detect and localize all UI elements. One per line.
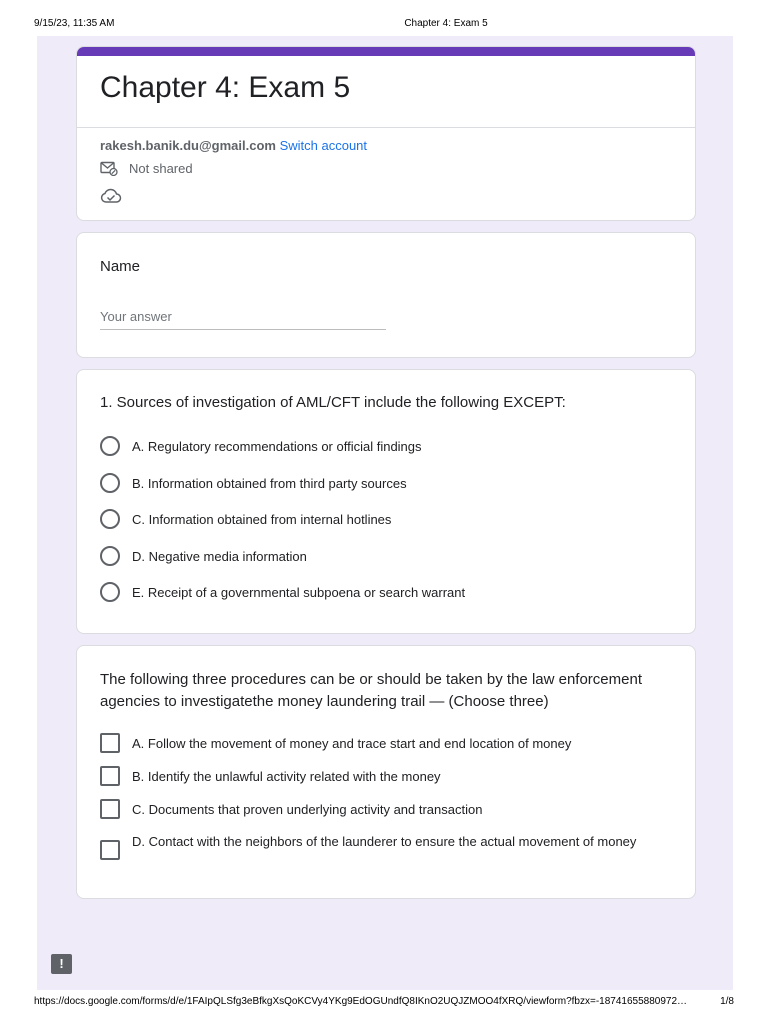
option-label: B. Information obtained from third party sources [132, 475, 407, 491]
checkbox[interactable] [100, 840, 120, 860]
radio-button[interactable] [100, 509, 120, 529]
radio-button[interactable] [100, 582, 120, 602]
question-2-title: The following three procedures can be or should be taken by the law enforcement agencies to investigatethe money laundering trail — (Choose three) [100, 671, 642, 710]
accent-bar [77, 47, 695, 56]
account-line [77, 128, 695, 153]
checkbox[interactable] [100, 733, 120, 753]
option-label: D. Negative media information [132, 548, 307, 564]
question-1-card [76, 369, 696, 634]
report-problem-icon[interactable]: ! [51, 954, 72, 974]
cloud-saved-icon [100, 188, 122, 204]
radio-button[interactable] [100, 546, 120, 566]
checkbox-option-b[interactable] [100, 766, 441, 786]
option-label: B. Identify the unlawful activity related with the money [132, 768, 441, 784]
radio-option-b[interactable] [100, 473, 407, 493]
print-datetime: 9/15/23, 11:35 AM [34, 18, 115, 29]
switch-account-link[interactable]: Switch account [279, 138, 368, 153]
name-question-label: Name [100, 258, 141, 275]
radio-button[interactable] [100, 473, 120, 493]
print-url: https://docs.google.com/forms/d/e/1FAIpQLSfg3eBfkgXsQoKCVy4YKg9EdOGUndfQ8IKnO2UQJZMOO4fXRQ/viewform?fbzx=-18741655880972… [34, 996, 688, 1007]
checkbox-option-d[interactable] [100, 832, 660, 860]
option-label: A. Follow the movement of money and trace start and end location of money [132, 735, 572, 751]
name-question-card [76, 232, 696, 358]
not-shared-row [77, 153, 695, 176]
option-label: D. Contact with the neighbors of the launderer to ensure the actual movement of money [132, 834, 637, 849]
question-2-card [76, 645, 696, 899]
form-header-card [76, 46, 696, 221]
checkbox[interactable] [100, 799, 120, 819]
radio-option-a[interactable] [100, 436, 422, 456]
checkbox-option-c[interactable] [100, 799, 482, 819]
print-title: Chapter 4: Exam 5 [404, 18, 488, 29]
print-footer [0, 994, 768, 1024]
form-title: Chapter 4: Exam 5 [100, 71, 351, 104]
option-label: E. Receipt of a governmental subpoena or search warrant [132, 584, 466, 600]
print-header [0, 0, 768, 36]
cloud-status [77, 176, 695, 209]
account-email: rakesh.banik.du@gmail.com [100, 138, 276, 153]
radio-button[interactable] [100, 436, 120, 456]
radio-option-e[interactable] [100, 582, 465, 602]
name-answer-input[interactable] [100, 303, 386, 330]
radio-option-c[interactable] [100, 509, 391, 529]
question-1-title: 1. Sources of investigation of AML/CFT include the following EXCEPT: [100, 394, 566, 411]
radio-option-d[interactable] [100, 546, 307, 566]
mail-not-shared-icon [100, 161, 118, 176]
checkbox-option-a[interactable] [100, 733, 571, 753]
option-label: C. Documents that proven underlying activity and transaction [132, 801, 483, 817]
not-shared-text: Not shared [129, 161, 193, 176]
print-page-number: 1/8 [720, 996, 734, 1007]
option-label: A. Regulatory recommendations or official findings [132, 438, 422, 454]
option-label: C. Information obtained from internal hotlines [132, 511, 392, 527]
checkbox[interactable] [100, 766, 120, 786]
